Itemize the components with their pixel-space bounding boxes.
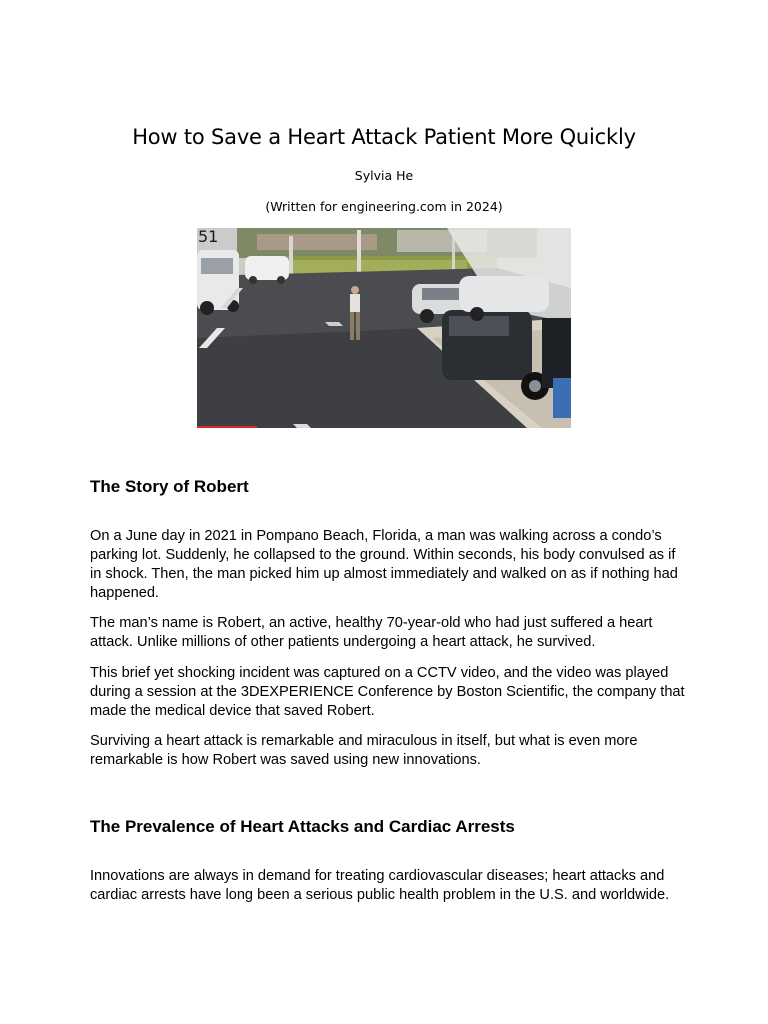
section-heading-story-of-robert: The Story of Robert: [90, 477, 249, 496]
paragraph: The man’s name is Robert, an active, healthy 70-year-old who had just suffered a heart attack. Unlike millions of other patients undergoing a heart attack, he survived.: [90, 615, 653, 650]
publication-note: (Written for engineering.com in 2024): [265, 199, 503, 214]
section-heading-prevalence: The Prevalence of Heart Attacks and Cardiac Arrests: [90, 817, 515, 836]
cctv-parking-lot-photo: [197, 228, 571, 428]
paragraph: This brief yet shocking incident was captured on a CCTV video, and the video was played during a session at the 3DEXPERIENCE Conference by Boston Scientific, the company that made the medical device that saved Robert.: [90, 665, 685, 719]
paragraph: Surviving a heart attack is remarkable and miraculous in itself, but what is even more remarkable is how Robert was saved using new innovations.: [90, 733, 638, 768]
author-name: Sylvia He: [354, 168, 414, 183]
paragraph: On a June day in 2021 in Pompano Beach, Florida, a man was walking across a condo’s parking lot. Suddenly, he collapsed to the ground. Within seconds, his body convulsed as if in shock. Then, the man picked him up almost immediately and walked on as if nothing had happened.: [90, 528, 678, 601]
timestamp-text: 51: [198, 228, 219, 246]
paragraph: Innovations are always in demand for treating cardiovascular diseases; heart attacks and cardiac arrests have long been a serious public health problem in the U.S. and worldwide.: [90, 868, 670, 903]
page-title: How to Save a Heart Attack Patient More Quickly: [132, 125, 636, 149]
